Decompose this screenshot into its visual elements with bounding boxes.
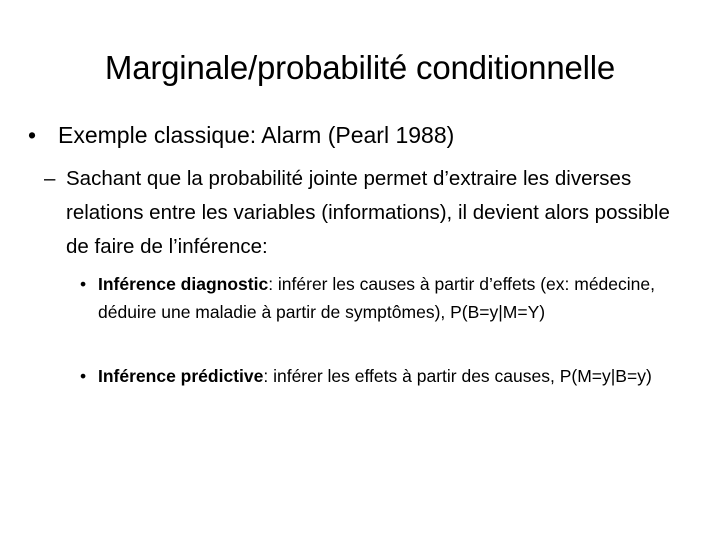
predictive-term: Inférence prédictive <box>98 366 264 386</box>
bullet-predictive <box>80 362 690 390</box>
bullet-predictive-text <box>80 362 693 390</box>
slide-title: Marginale/probabilité conditionnelle <box>104 49 616 86</box>
bullet-diagnostic <box>80 270 690 326</box>
bullet-diagnostic-text <box>80 270 693 326</box>
bullet-level-1-text: Exemple classique: Alarm (Pearl 1988) <box>58 122 455 148</box>
diagnostic-description: : inférer les causes à partir d’effets (ex: médecine, déduire une maladie à partir de symptômes), P(B=y|M=Y) <box>98 274 655 322</box>
predictive-description: : inférer les effets à partir des causes, P(M=y|B=y) <box>263 366 652 386</box>
diagnostic-term: Inférence diagnostic <box>98 274 269 294</box>
dash-icon: – <box>44 167 56 190</box>
bullet-dot-icon: • <box>28 122 37 148</box>
bullet-level-2-text: Sachant que la probabilité jointe permet d’extraire les diverses relations entre les variables (informations), il devient alors possible de faire de l’inférence: <box>66 167 670 258</box>
bullet-dot-icon: • <box>80 366 87 386</box>
bullet-level-2 <box>44 162 694 264</box>
bullet-dot-icon: • <box>80 274 87 294</box>
